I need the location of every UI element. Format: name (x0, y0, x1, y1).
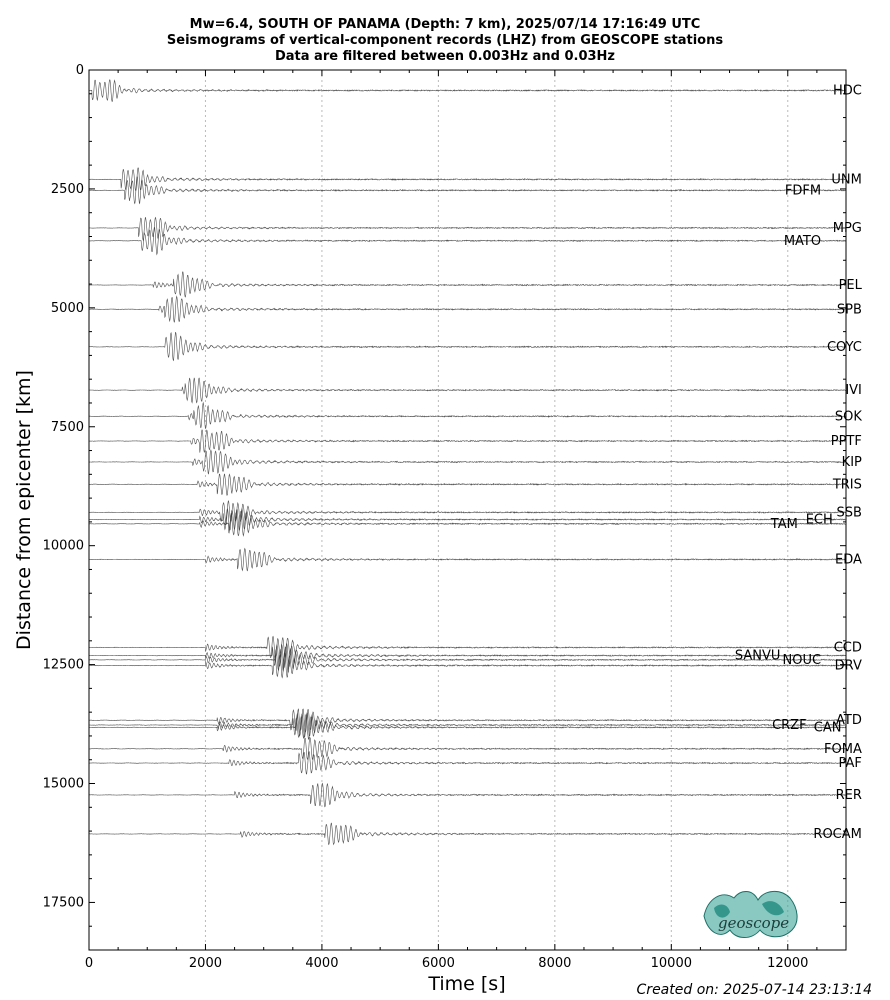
logo-text: geoscope (718, 914, 790, 932)
y-tick-label: 7500 (50, 419, 84, 435)
plot-frame (89, 70, 846, 950)
trace-can (89, 715, 846, 740)
x-tick-label: 2000 (188, 956, 223, 971)
trace-paf (89, 751, 846, 774)
station-label-rer: RER (835, 787, 862, 803)
chart-title: Mw=6.4, SOUTH OF PANAMA (Depth: 7 km), 2025/07/14 17:16:49 UTC (189, 17, 701, 32)
station-label-sanvu: SANVU (734, 648, 781, 664)
chart-subtitle-2: Data are filtered between 0.003Hz and 0.03Hz (274, 49, 616, 64)
geoscope-logo (700, 886, 804, 942)
y-tick-label: 17500 (42, 895, 84, 911)
trace-mato (89, 228, 846, 255)
y-tick-label: 5000 (50, 300, 84, 316)
trace-ivi (89, 378, 846, 403)
station-label-layer (735, 83, 863, 841)
y-tick-label: 2500 (50, 181, 84, 197)
trace-layer (89, 80, 846, 845)
trace-atd (89, 709, 846, 732)
station-label-coyc: COYC (826, 339, 862, 355)
trace-rer (89, 783, 846, 806)
trace-kip (89, 450, 846, 474)
station-label-kip: KIP (841, 454, 862, 470)
trace-drv (89, 653, 846, 678)
y-axis-title: Distance from epicenter [km] (13, 370, 35, 650)
created-timestamp: Created on: 2025-07-14 23:13:14 (636, 982, 872, 998)
station-label-fdfm: FDFM (784, 183, 822, 199)
station-label-paf: PAF (838, 756, 862, 772)
trace-sok (89, 403, 846, 429)
chart-subtitle: Seismograms of vertical-component records (LHZ) from GEOSCOPE stations (166, 33, 724, 48)
x-tick-label: 6000 (421, 956, 455, 971)
y-tick-label: 10000 (42, 538, 84, 554)
trace-eda (89, 549, 846, 572)
x-axis-title: Time [s] (428, 973, 506, 995)
station-label-pptf: PPTF (830, 434, 862, 450)
trace-rocam (89, 823, 846, 844)
station-label-foma: FOMA (824, 741, 862, 757)
station-label-crzf: CRZF (772, 718, 807, 734)
station-label-unm: UNM (831, 172, 862, 188)
x-tick-label: 10000 (650, 956, 692, 971)
trace-ccd (89, 636, 846, 658)
station-label-eda: EDA (834, 552, 862, 568)
station-label-ccd: CCD (833, 640, 862, 656)
station-label-drv: DRV (834, 658, 862, 674)
y-tick-label: 0 (75, 63, 84, 78)
x-tick-label: 12000 (767, 956, 809, 971)
station-label-mato: MATO (783, 233, 822, 249)
y-tick-label: 12500 (42, 657, 84, 673)
y-tick-label: 15000 (42, 776, 84, 792)
station-label-tam: TAM (770, 516, 798, 532)
station-label-mpg: MPG (832, 220, 862, 236)
trace-pptf (89, 430, 846, 453)
station-label-rocam: ROCAM (813, 826, 862, 842)
station-label-sok: SOK (834, 409, 862, 425)
trace-tris (89, 474, 846, 496)
station-label-hdc: HDC (833, 83, 862, 99)
x-tick-label: 8000 (538, 956, 572, 971)
station-label-ivi: IVI (845, 383, 862, 399)
trace-nouc (89, 647, 846, 673)
x-tick-label: 4000 (305, 956, 339, 971)
station-label-can: CAN (813, 720, 842, 736)
station-label-nouc: NOUC (782, 652, 822, 668)
station-label-ech: ECH (805, 512, 833, 528)
x-tick-label: 0 (84, 956, 94, 971)
trace-mpg (89, 218, 846, 241)
trace-pel (89, 272, 846, 297)
trace-crzf (89, 713, 846, 737)
station-label-tris: TRIS (832, 477, 862, 493)
trace-spb (89, 296, 846, 322)
station-label-spb: SPB (836, 302, 862, 318)
station-label-atd: ATD (836, 713, 862, 729)
trace-coyc (89, 332, 846, 360)
trace-hdc (89, 80, 846, 102)
trace-unm (89, 168, 846, 191)
trace-foma (89, 737, 846, 759)
station-label-ssb: SSB (836, 505, 862, 521)
station-label-pel: PEL (838, 278, 862, 294)
